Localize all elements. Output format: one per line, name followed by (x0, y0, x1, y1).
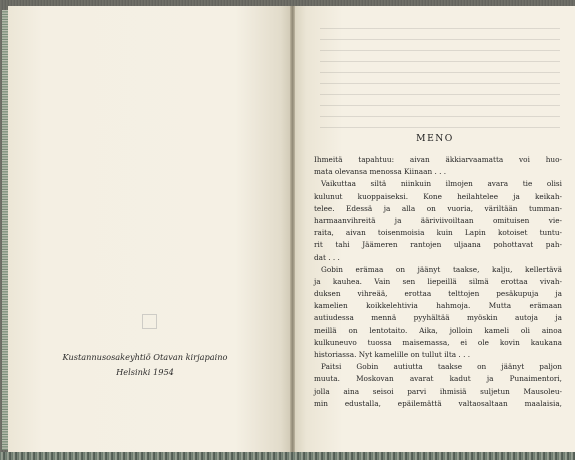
chapter-body-text (314, 154, 562, 410)
text-line: meillä on lentotaito. Aika, jolloin kameli oli ainoa (314, 325, 562, 335)
text-line: Paitsi Gobin autiutta taakse on jäänyt paljon (321, 362, 562, 372)
text-line: kulkuneuvo tuossa maisemassa, ei ole kovin kaukana (314, 337, 562, 347)
text-line: Ihmeitä tapahtuu: aivan äkkiarvaamatta voi huo- (314, 155, 562, 164)
left-page (8, 6, 292, 452)
text-line: harmaanvihreitä ja ääriviivoiltaan omituisen vie- (314, 215, 562, 225)
text-line: kamelien koikkelehtivia hahmoja. Mutta erämaan (314, 301, 562, 311)
text-line: ja kauhea. Vain sen liepeillä silmä erottaa vivah- (314, 276, 562, 286)
text-line: duksen vihreää, erottaa telttojen pesäkupuja ja (314, 289, 562, 299)
show-through-mark (142, 314, 157, 329)
text-line: historiassa. Nyt kamelille on tullut ilta . . . (314, 350, 471, 359)
book-bottom-edge (0, 452, 575, 460)
publisher-imprint (40, 350, 250, 380)
text-line: muuta. Moskovan avarat kadut ja Punaimentori, (314, 374, 562, 384)
text-line: raita, aivan toisenmoisia kuin Lapin kotoiset tuntu- (314, 228, 562, 238)
show-through-lines (320, 18, 560, 128)
text-line: rit tahi Jäämeren rantojen uljaana pohottavat pah- (314, 240, 562, 250)
text-line: Vaikuttaa siltä niinkuin ilmojen avara tie olisi (321, 179, 562, 189)
chapter-title: MENO (416, 133, 454, 144)
text-line: dat . . . (314, 252, 340, 262)
text-line: autiudessa mennä pyyhältää myöskin autoja ja (314, 313, 562, 323)
text-line: mata olevansa menossa Kiinaan . . . (314, 167, 447, 177)
text-line: Gobin erämaa on jäänyt taakse, kalju, kellertävä (321, 264, 562, 274)
text-line: kulunut kuoppaiseksi. Kone heilahtelee ja keikah- (314, 191, 562, 201)
text-line: telee. Edessä ja alla on vuoria, väriltään tumman- (314, 203, 562, 213)
book-gutter (290, 6, 295, 452)
text-line: jolla aina seisoi parvi ihmisiä suljetun Mausoleu- (314, 386, 562, 396)
text-line: min edustalla, epäilemättä valtaosaltaan maalaisia, (314, 398, 562, 408)
publisher-line: Helsinki 1954 (116, 367, 174, 377)
publisher-line: Kustannusosakeyhtiö Otavan kirjapaino (62, 352, 228, 362)
